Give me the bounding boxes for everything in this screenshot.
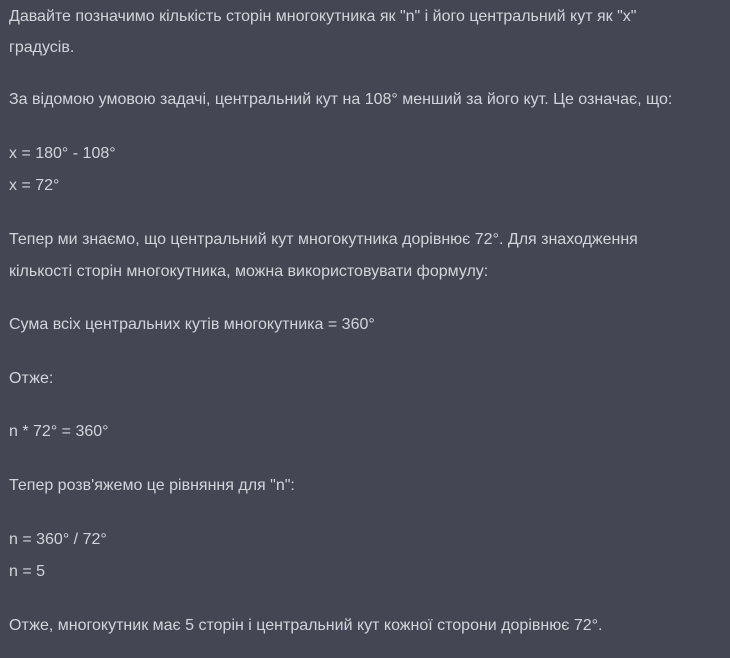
message-line: Давайте позначимо кількість сторін многокутника як "n" і його центральний кут як "x" bbox=[9, 8, 637, 25]
message-line: кількості сторін многокутника, можна використовувати формулу: bbox=[9, 263, 489, 280]
message-line: градусів. bbox=[9, 39, 75, 56]
message-line: Тепер ми знаємо, що центральний кут многокутника дорівнює 72°. Для знаходження bbox=[9, 231, 638, 248]
message-line: Отже: bbox=[9, 370, 54, 387]
message-line: x = 72° bbox=[9, 177, 60, 194]
message-line: n = 5 bbox=[9, 563, 46, 580]
message-line: Отже, многокутник має 5 сторін і центральний кут кожної сторони дорівнює 72°. bbox=[9, 617, 603, 634]
message-line: Тепер розв'яжемо це рівняння для "n": bbox=[9, 477, 295, 494]
message-line: За відомою умовою задачі, центральний кут на 108° менший за його кут. Це означає, що: bbox=[9, 91, 673, 108]
message-line: Сума всіх центральних кутів многокутника = 360° bbox=[9, 316, 375, 333]
message-line: x = 180° - 108° bbox=[9, 145, 116, 162]
message-line: n * 72° = 360° bbox=[9, 423, 109, 440]
message-line: n = 360° / 72° bbox=[9, 531, 107, 548]
